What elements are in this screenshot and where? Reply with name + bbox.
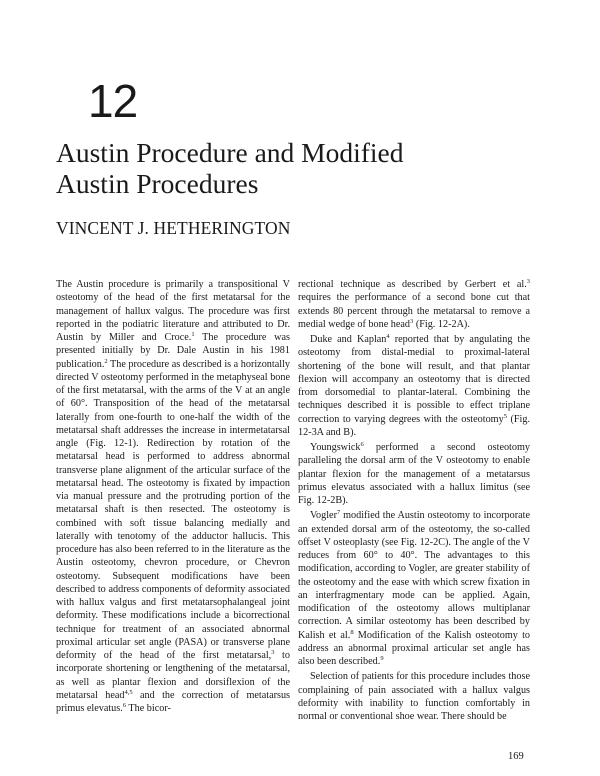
left-column — [56, 278, 290, 715]
body-paragraph — [298, 670, 530, 723]
paragraph-text: requires the performance of a second bone cut that extends 80 percent through the metatarsal to remove a medial wedge of bone head — [298, 292, 530, 330]
paragraph-text: Duke and Kaplan — [310, 334, 387, 345]
citation-superscript: 2 — [104, 357, 108, 365]
body-paragraph — [298, 509, 530, 668]
citation-superscript: 6 — [360, 441, 364, 448]
paragraph-text: The bicor- — [126, 703, 171, 714]
paragraph-text: to incorporate shortening or lengthening of the metatarsal, as well as plantar flexion and dorsiflexion of the metatarsal head — [56, 650, 290, 701]
paragraph-text: and the correction of metatarsus primus elevatus. — [56, 689, 291, 714]
citation-superscript: 9 — [380, 655, 384, 662]
paragraph-text: (Fig. 12-3A and B). — [298, 413, 531, 438]
right-column — [298, 278, 530, 723]
citation-superscript: 4 — [386, 333, 390, 340]
citation-superscript: 3 — [410, 317, 414, 325]
paragraph-text: (Fig. 12-2A). — [413, 318, 470, 330]
paragraph-text: Vogler — [310, 510, 337, 522]
citation-superscript: 8 — [350, 628, 354, 636]
paragraph-text: Selection of patients for this procedure includes those complaining of pain associated with a hallux valgus deformity with inability to function comfortably in normal or conventional shoe wear. There should be — [298, 671, 530, 722]
paragraph-text: modified the Austin osteotomy to incorporate an extended dorsal arm of the osteotomy, the so-called offset V osteoplasty (see Fig. 12-2C). The angle of the V reduces from 60° to 40°. The advantages to this modification, according to Vogler, are greater stability of the osteotomy and the ease with which screw fixation in an interfragmentary mode can be applied. Again, modification of the osteotomy allows multiplanar correction. A similar osteotomy has been described by Kalish et al. — [298, 510, 530, 641]
citation-superscript: 3 — [526, 278, 530, 285]
author-name: VINCENT J. HETHERINGTON — [56, 218, 291, 238]
citation-superscript: 3 — [271, 649, 275, 656]
paragraph-text: reported that by angulating the osteotomy from distal-medial to proximal-lateral shortening of the bone will result, and that plantar flexion will accompany an osteotomy that is directed from dorsomedial to plantar-lateral. Combining the techniques described it is possible to effect triplane correction to varying degrees with the osteotomy — [298, 334, 530, 425]
chapter-title-line-1: Austin Procedure and Modified — [56, 137, 404, 168]
paragraph-text: The procedure was presented initially by Dr. Dale Austin in his 1981 publication. — [56, 332, 290, 370]
body-paragraph — [298, 441, 530, 507]
paragraph-text: Youngswick — [310, 442, 361, 453]
citation-superscript: 6 — [122, 702, 127, 709]
chapter-title-line-2: Austin Procedures — [56, 168, 259, 199]
paragraph-text: rectional technique as described by Gerbert et al. — [298, 279, 527, 290]
citation-superscript: 7 — [336, 509, 341, 517]
citation-superscript: 5 — [503, 412, 507, 420]
body-paragraph — [56, 278, 290, 715]
citation-superscript: 4,5 — [124, 688, 133, 696]
page-number: 169 — [508, 751, 524, 762]
paragraph-text: Modification of the Kalish osteotomy to address an abnormal proximal articular set angle has also been described. — [298, 629, 531, 667]
citation-superscript: 1 — [191, 331, 195, 338]
paragraph-text: The procedure as described is a horizontally directed V osteotomy performed in the metaphyseal bone of the first metatarsal, with the arms of the V at an angle of 60°. Transposition of the head of the metatarsal laterally from one-fourth to one-half the width of the metatarsal shaft addresses the increase in intermetatarsal angle (Fig. 12-1). Redirection by rotation of the metatarsal head is performed to address abnormal transverse plane alignment of the articular surface of the metatarsal head. The osteotomy is fixated by impaction via manual pressure and the protruding portion of the metatarsal shaft is then resected. The osteotomy is combined with soft tissue balancing medially and laterally with tenotomy of the adductor hallucis. This procedure has also been referred to in the literature as the Austin osteotomy, chevron procedure, or Chevron osteotomy. Subsequent modifications have been described to address components of deformity associated with hallux valgus and first metatarsophalangeal joint deformity. These modifications include a bicorrectional technique for treatment of an associated abnormal proximal articular set angle (PASA) or transverse plane deformity of the head of the first metatarsal, — [56, 358, 290, 661]
paragraph-text: performed a second osteotomy paralleling the dorsal arm of the V osteotomy to enable plantar flexion for the management of a metatarsus primus elevatus associated with a hallux limitus (see Fig. 12-2B). — [298, 442, 530, 506]
chapter-title — [56, 137, 404, 199]
paragraph-text: The Austin procedure is primarily a transpositional V osteotomy of the head of the first metatarsal for the management of hallux valgus. The procedure was first reported in the podiatric literature and attributed to Dr. Austin by Miller and Croce. — [56, 279, 290, 343]
body-paragraph — [298, 278, 530, 331]
body-paragraph — [298, 333, 530, 439]
chapter-number: 12 — [88, 75, 138, 127]
